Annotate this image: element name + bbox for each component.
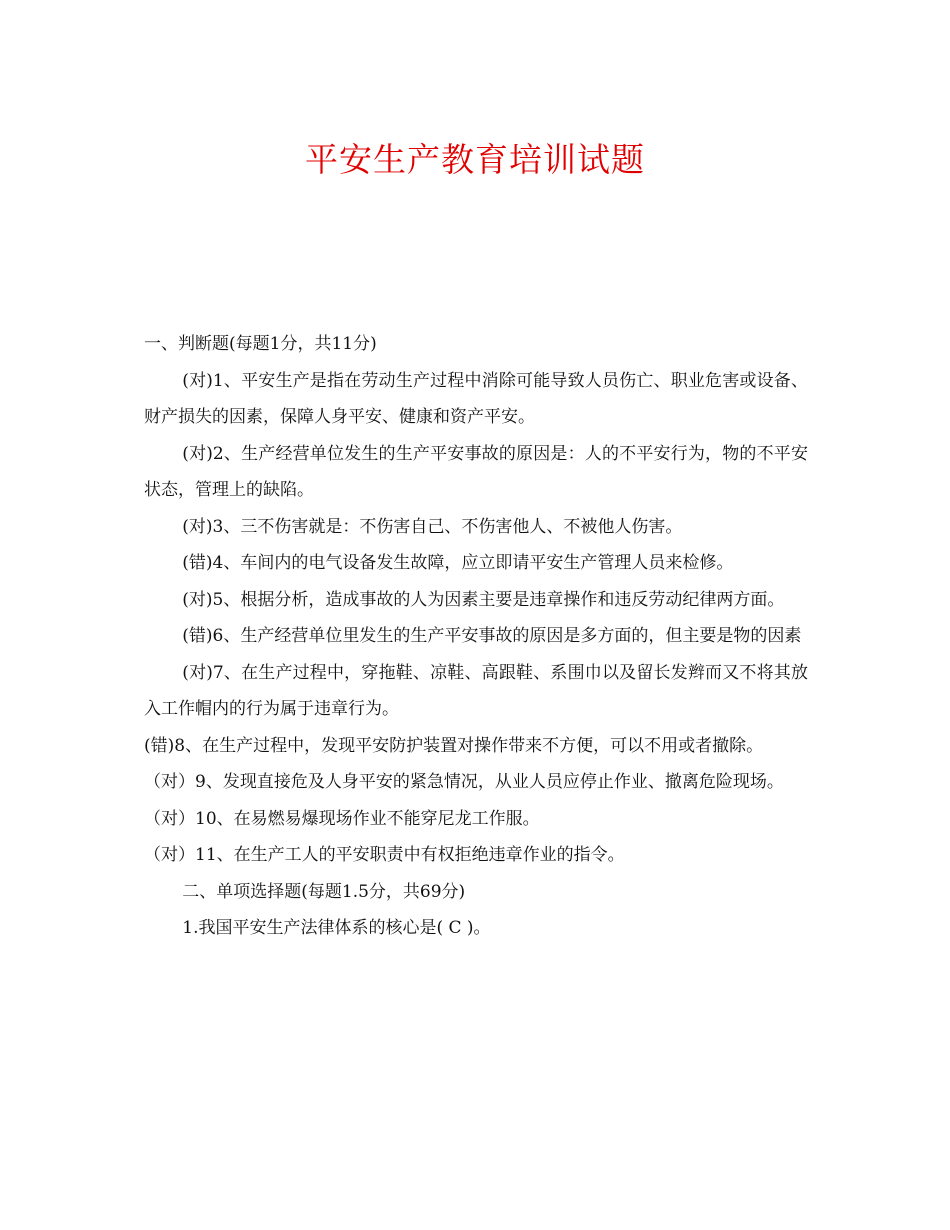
choice-question-1: 1.我国平安生产法律体系的核心是( C )。 [182,918,491,938]
question-item-6: (错)6、生产经营单位里发生的生产平安事故的原因是多方面的，但主要是物的因素 [182,626,802,646]
document-title: 平安生产教育培训试题 [305,140,645,179]
section-heading-single-choice: 二、单项选择题(每题1.5分，共69分) [182,881,466,902]
question-item-10: （对）10、在易燃易爆现场作业不能穿尼龙工作服。 [144,808,540,829]
question-item-5: (对)5、根据分析，造成事故的人为因素主要是违章操作和违反劳动纪律两方面。 [182,589,785,610]
question-item-7: (对)7、在生产过程中，穿拖鞋、凉鞋、高跟鞋、系围巾以及留长发辫而又不将其放入工作帽内的行为属于违章行为。 [144,662,808,719]
document-body [144,326,808,947]
question-item-1: (对)1、平安生产是指在劳动生产过程中消除可能导致人员伤亡、职业危害或设备、财产损失的因素，保障人身平安、健康和资产平安。 [144,370,808,427]
question-item-8: (错)8、在生产过程中，发现平安防护装置对操作带来不方便，可以不用或者撤除。 [144,735,764,756]
question-item-4: (错)4、车间内的电气设备发生故障，应立即请平安生产管理人员来检修。 [182,553,734,573]
question-item-3: (对)3、三不伤害就是：不伤害自己、不伤害他人、不被他人伤害。 [182,516,683,537]
question-item-11: （对）11、在生产工人的平安职责中有权拒绝违章作业的指令。 [144,845,625,865]
question-item-2: (对)2、生产经营单位发生的生产平安事故的原因是：人的不平安行为，物的不平安状态，管理上的缺陷。 [144,443,808,500]
question-item-9: （对）9、发现直接危及人身平安的紧急情况，从业人员应停止作业、撤离危险现场。 [144,772,784,792]
section-heading-true-false: 一、判断题(每题1分，共11分) [144,334,377,354]
